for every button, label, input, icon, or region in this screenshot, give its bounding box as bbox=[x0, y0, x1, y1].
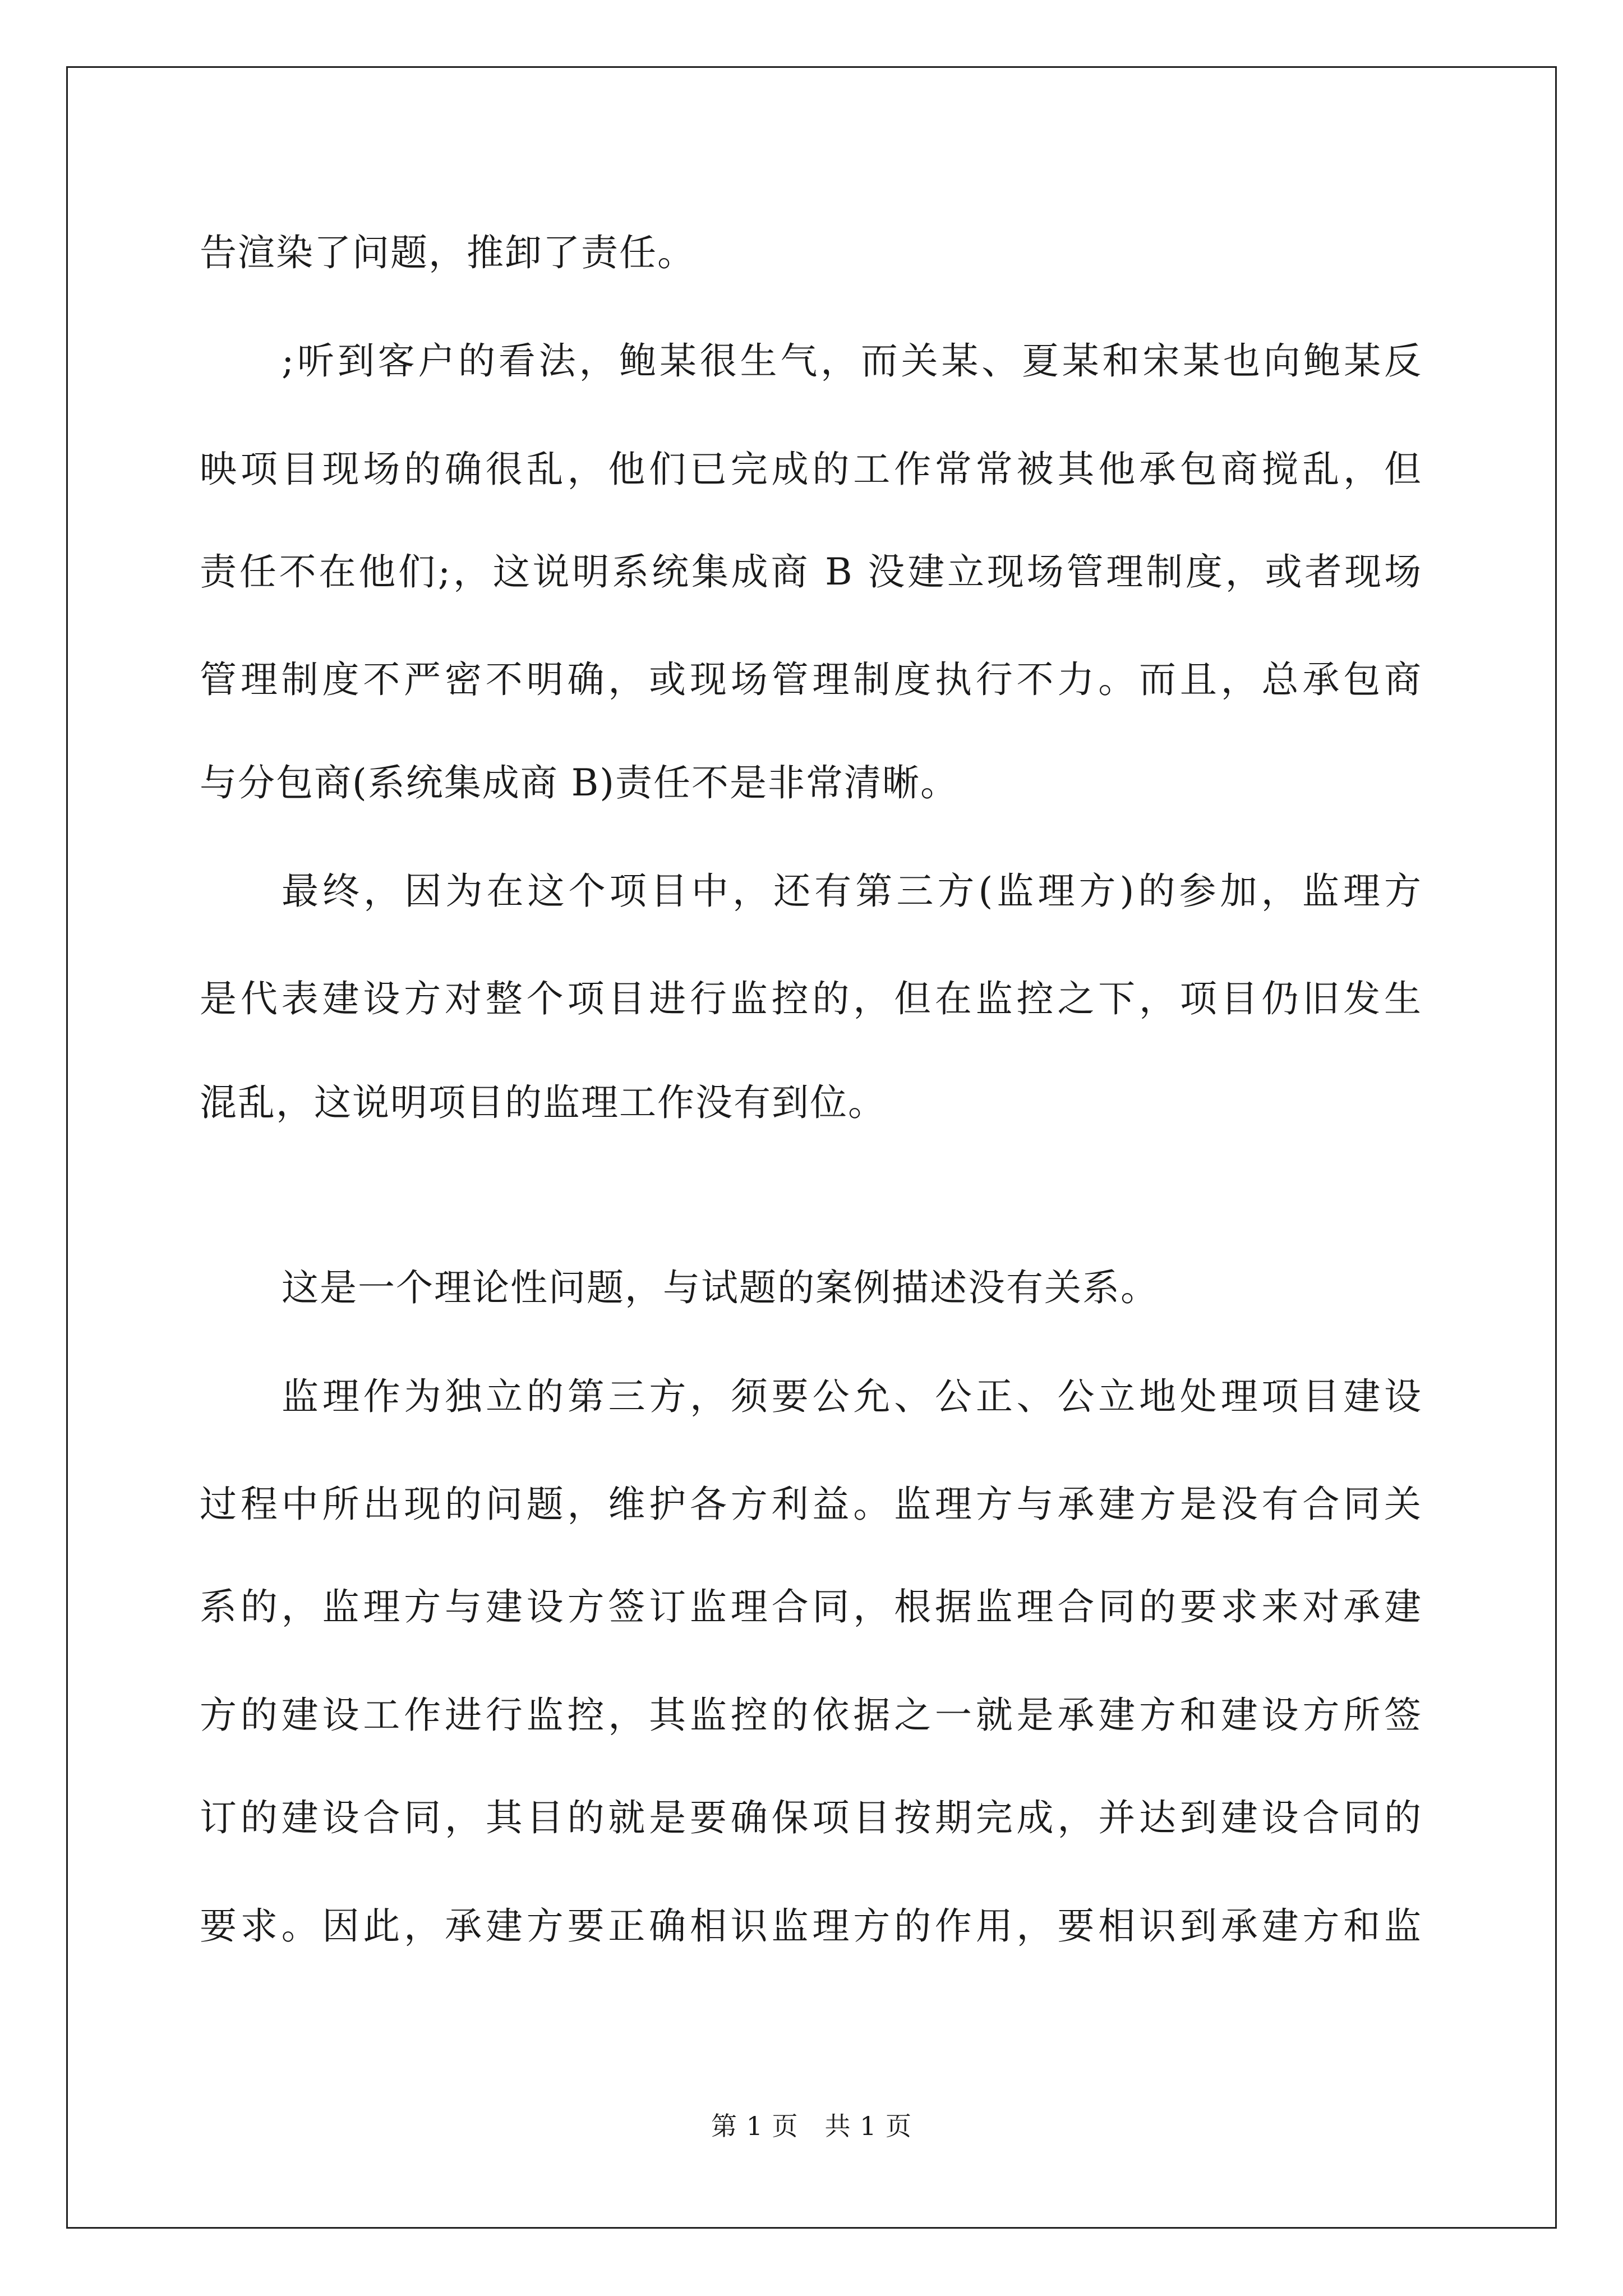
paragraph-line: 监理作为独立的第三方，须要公允、公正、公立地处理项目建设 bbox=[282, 1375, 1422, 1418]
paragraph-line: 这是一个理论性问题，与试题的案例描述没有关系。 bbox=[282, 1266, 1159, 1309]
paragraph-line: 方的建设工作进行监控，其监控的依据之一就是承建方和建设方所签 bbox=[200, 1694, 1422, 1737]
paragraph-line: 与分包商(系统集成商 B)责任不是非常清晰。 bbox=[200, 761, 958, 804]
paragraph-line: 是代表建设方对整个项目进行监控的，但在监控之下，项目仍旧发生 bbox=[200, 977, 1422, 1020]
paragraph-line: 系的，监理方与建设方签订监理合同，根据监理合同的要求来对承建 bbox=[200, 1585, 1422, 1628]
paragraph-line: 要求。因此，承建方要正确相识监理方的作用，要相识到承建方和监 bbox=[200, 1904, 1422, 1948]
paragraph-line: 告渲染了问题，推卸了责任。 bbox=[200, 231, 695, 274]
paragraph-line: 最终，因为在这个项目中，还有第三方(监理方)的参加，监理方 bbox=[282, 869, 1422, 913]
paragraph-line: 混乱，这说明项目的监理工作没有到位。 bbox=[200, 1081, 886, 1124]
paragraph-line: 映项目现场的确很乱，他们已完成的工作常常被其他承包商搅乱，但 bbox=[200, 448, 1422, 491]
paragraph-line: ;听到客户的看法，鲍某很生气，而关某、夏某和宋某也向鲍某反 bbox=[282, 339, 1422, 383]
paragraph-line: 订的建设合同，其目的就是要确保项目按期完成，并达到建设合同的 bbox=[200, 1796, 1422, 1839]
paragraph-line: 过程中所出现的问题，维护各方利益。监理方与承建方是没有合同关 bbox=[200, 1483, 1422, 1526]
paragraph-line: 责任不在他们;，这说明系统集成商 B 没建立现场管理制度，或者现场 bbox=[200, 550, 1422, 593]
paragraph-line: 管理制度不严密不明确，或现场管理制度执行不力。而且，总承包商 bbox=[200, 658, 1422, 701]
page-footer: 第 1 页 共 1 页 bbox=[711, 2111, 912, 2141]
